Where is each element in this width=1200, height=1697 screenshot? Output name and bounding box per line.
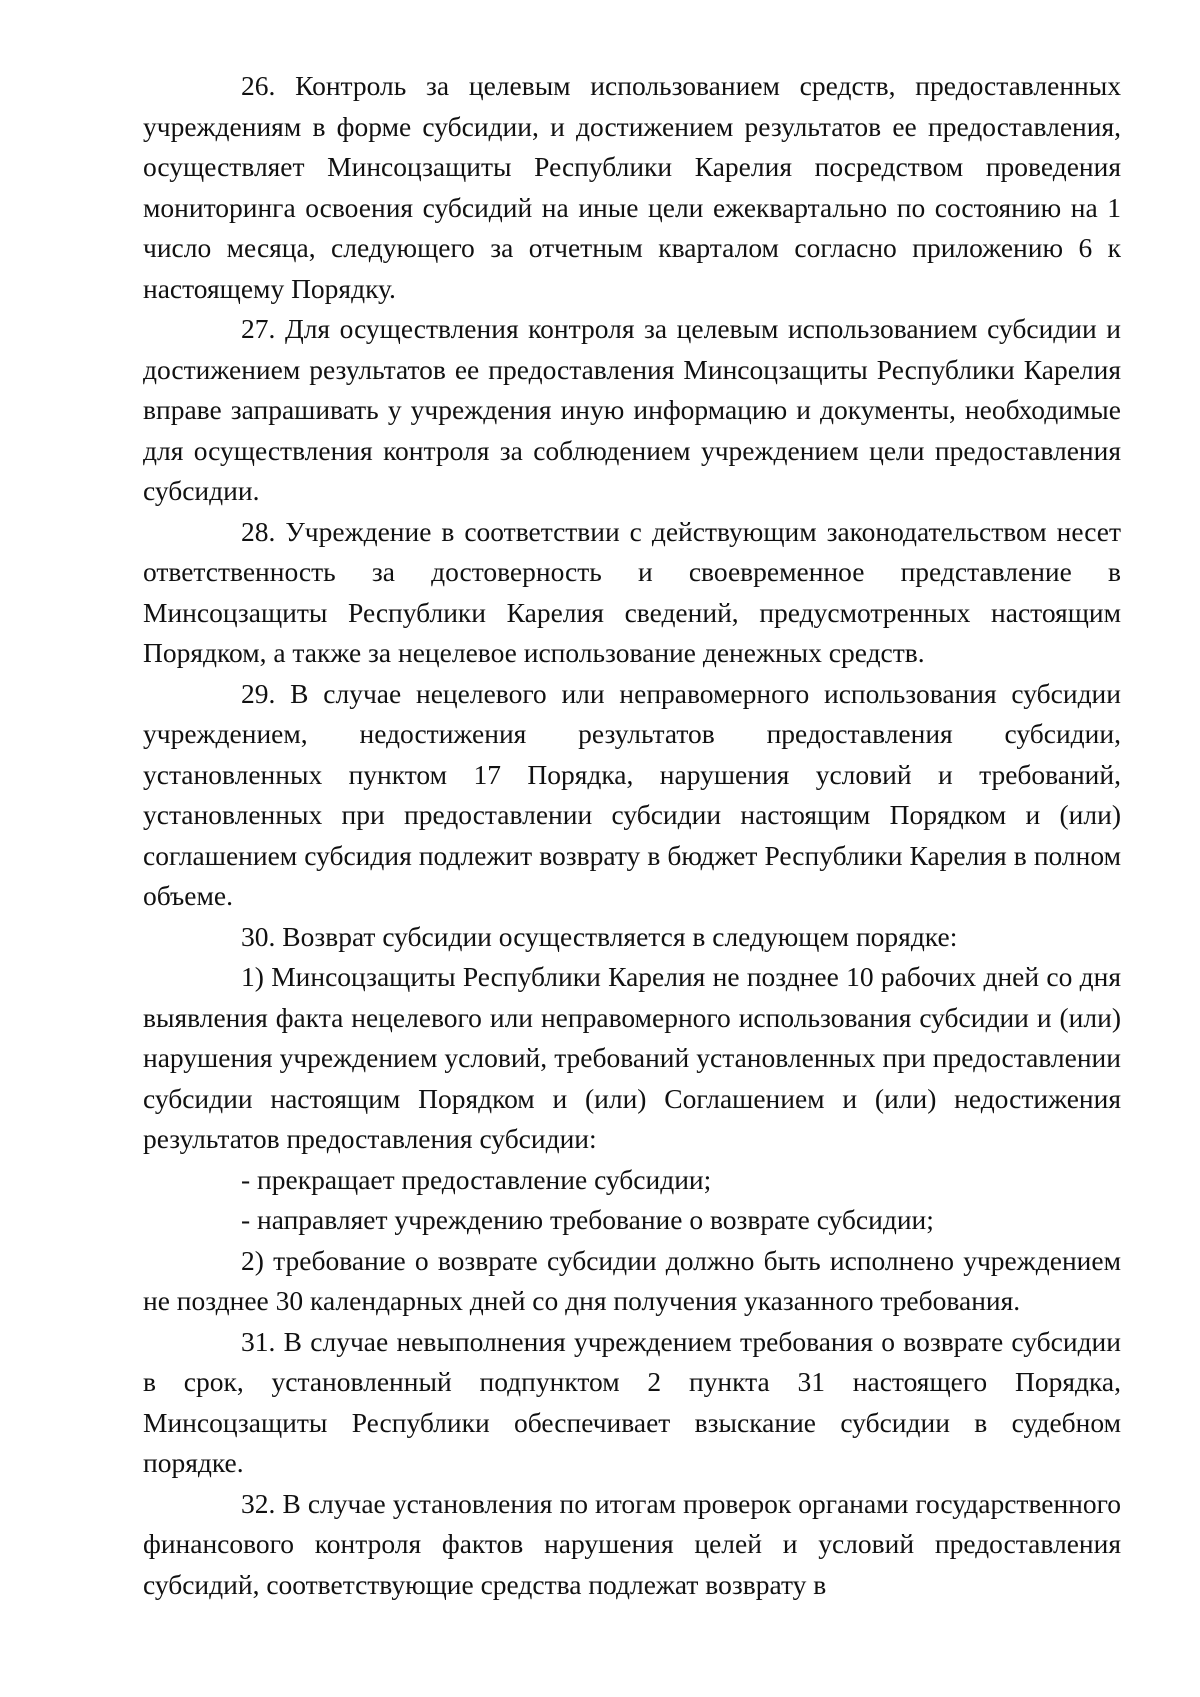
paragraph-30-item-2: 2) требование о возврате субсидии должно быть исполнено учреждением не позднее 30 календарных дней со дня получения указанного требования.	[143, 1244, 1121, 1316]
paragraph-27: 27. Для осуществления контроля за целевым использованием субсидии и достижением результатов ее предоставления Минсоцзащиты Республики Карелия вправе запрашивать у учреждения иную информацию и документы, необходимые для осуществления контроля за соблюдением учреждением цели предоставления субсидии.	[143, 313, 1121, 506]
paragraph-30: 30. Возврат субсидии осуществляется в следующем порядке:	[241, 920, 958, 952]
paragraph-29: 29. В случае нецелевого или неправомерного использования субсидии учреждением, недостижения результатов предоставления субсидии, установленных пунктом 17 Порядка, нарушения условий и требований, установленных при предоставлении субсидии настоящим Порядком и (или) соглашением субсидия подлежит возврату в бюджет Республики Карелия в полном объеме.	[143, 677, 1121, 911]
paragraph-31: 31. В случае невыполнения учреждением требования о возврате субсидии в срок, установленный подпунктом 2 пункта 31 настоящего Порядка, Минсоцзащиты Республики обеспечивает взыскание субсидии в судебном порядке.	[143, 1325, 1121, 1478]
paragraph-28: 28. Учреждение в соответствии с действующим законодательством несет ответственность за достоверность и своевременное представление в Минсоцзащиты Республики Карелия сведений, предусмотренных настоящим Порядком, а также за нецелевое использование денежных средств.	[143, 515, 1121, 668]
paragraph-30-item-1-dash-1: - прекращает предоставление субсидии;	[241, 1163, 712, 1195]
document-page	[143, 66, 1121, 1605]
paragraph-30-item-1-dash-2: - направляет учреждению требование о возврате субсидии;	[241, 1204, 934, 1235]
paragraph-30-item-1: 1) Минсоцзащиты Республики Карелия не позднее 10 рабочих дней со дня выявления факта нецелевого или неправомерного использования субсидии и (или) нарушения учреждением условий, требований установленных при предоставлении субсидии настоящим Порядком и (или) Соглашением и (или) недостижения результатов предоставления субсидии:	[143, 961, 1121, 1154]
paragraph-26: 26. Контроль за целевым использованием средств, предоставленных учреждениям в форме субсидии, и достижением результатов ее предоставления, осуществляет Минсоцзащиты Республики Карелия посредством проведения мониторинга освоения субсидий на иные цели ежеквартально по состоянию на 1 число месяца, следующего за отчетным кварталом согласно приложению 6 к настоящему Порядку.	[143, 70, 1121, 304]
paragraph-32: 32. В случае установления по итогам проверок органами государственного финансового контроля фактов нарушения целей и условий предоставления субсидий, соответствующие средства подлежат возврату в	[143, 1487, 1121, 1600]
